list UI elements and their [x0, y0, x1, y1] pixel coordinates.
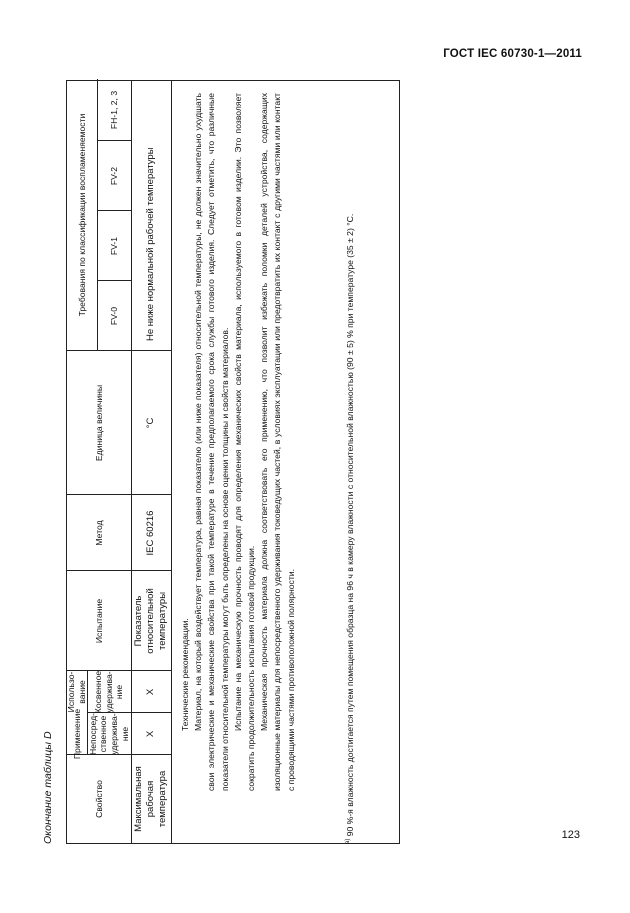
- notes-paragraph-1: Материал, на который воздействует температура, равная показателю (или ниже показателя) относительной температуры, не должен значительно ухудшать свои электрические и механические свойства при такой температуре в течение предполагаемого срока службы готового изделия. Следует отметить, что различные показатели относительной температуры могут быть определены на основе оценки толщины и свойств материалов.: [193, 93, 230, 791]
- header-fv2: FV-2: [108, 166, 119, 186]
- notes-paragraph-2: Испытание на механическую прочность проводят для определения механических свойств материала, используемого в готовом изделии. Это позволяет сократить продолжительность испытания готовой продукции.: [232, 93, 257, 791]
- footnote-text: 90 %-я влажность достигается путем помещения образца на 96 ч в камеру влажности с относительной влажностью (90 ± 5) % при температуре (35 ± 2) °С.: [344, 213, 355, 837]
- page-number: 123: [561, 829, 580, 841]
- technical-notes: [179, 93, 298, 791]
- footnote: [342, 84, 357, 844]
- row-requirement: Не ниже нормальной рабочей температуры: [145, 147, 157, 341]
- header-application: Применение: [71, 708, 82, 760]
- header-fh: FH-1, 2, 3: [108, 90, 119, 130]
- notes-paragraph-3: Механическая прочность материала должна соответствовать его применению, что позволит избежать поломки деталей устройства, содержащих изоляционные материалы для непосредственного удерживания токоведущих частей, в условиях эксплуатации или предотвратить их контакт с другими частями или контакт с проводящими частями противоположной полярности.: [259, 93, 296, 791]
- header-method: Метод: [93, 520, 104, 546]
- row-indirect-mark: X: [145, 688, 157, 696]
- row-method: IEC 60216: [145, 510, 157, 556]
- header-test: Испытание: [93, 598, 104, 644]
- rotated-table-page: [42, 80, 400, 844]
- header-indirect-holding: Косвенное удержива-ние: [92, 670, 125, 714]
- table-caption: Окончание таблицы D: [42, 731, 54, 844]
- document-code: ГОСТ IEC 60730-1—2011: [443, 48, 582, 60]
- row-bottom-line: [171, 81, 172, 843]
- row-unit: °С: [145, 417, 157, 429]
- row-property: Максимальная рабочая температура: [133, 766, 168, 832]
- header-property: Свойство: [93, 780, 104, 818]
- row-direct-mark: X: [145, 730, 157, 738]
- header-fv1: FV-1: [108, 236, 119, 256]
- header-direct-holding: Непосред-ственное удержива-ние: [87, 713, 130, 755]
- header-usage: Использо-вание: [66, 671, 87, 713]
- header-requirements: Требования по классификации воспламеняемости: [76, 113, 87, 317]
- notes-heading: Технические рекомендации.: [180, 618, 190, 731]
- header-unit: Единица величины: [93, 384, 104, 462]
- row-test: Показатель относительной температуры: [133, 588, 168, 654]
- header-fv0: FV-0: [108, 306, 119, 326]
- footnote-marker: а): [345, 838, 351, 844]
